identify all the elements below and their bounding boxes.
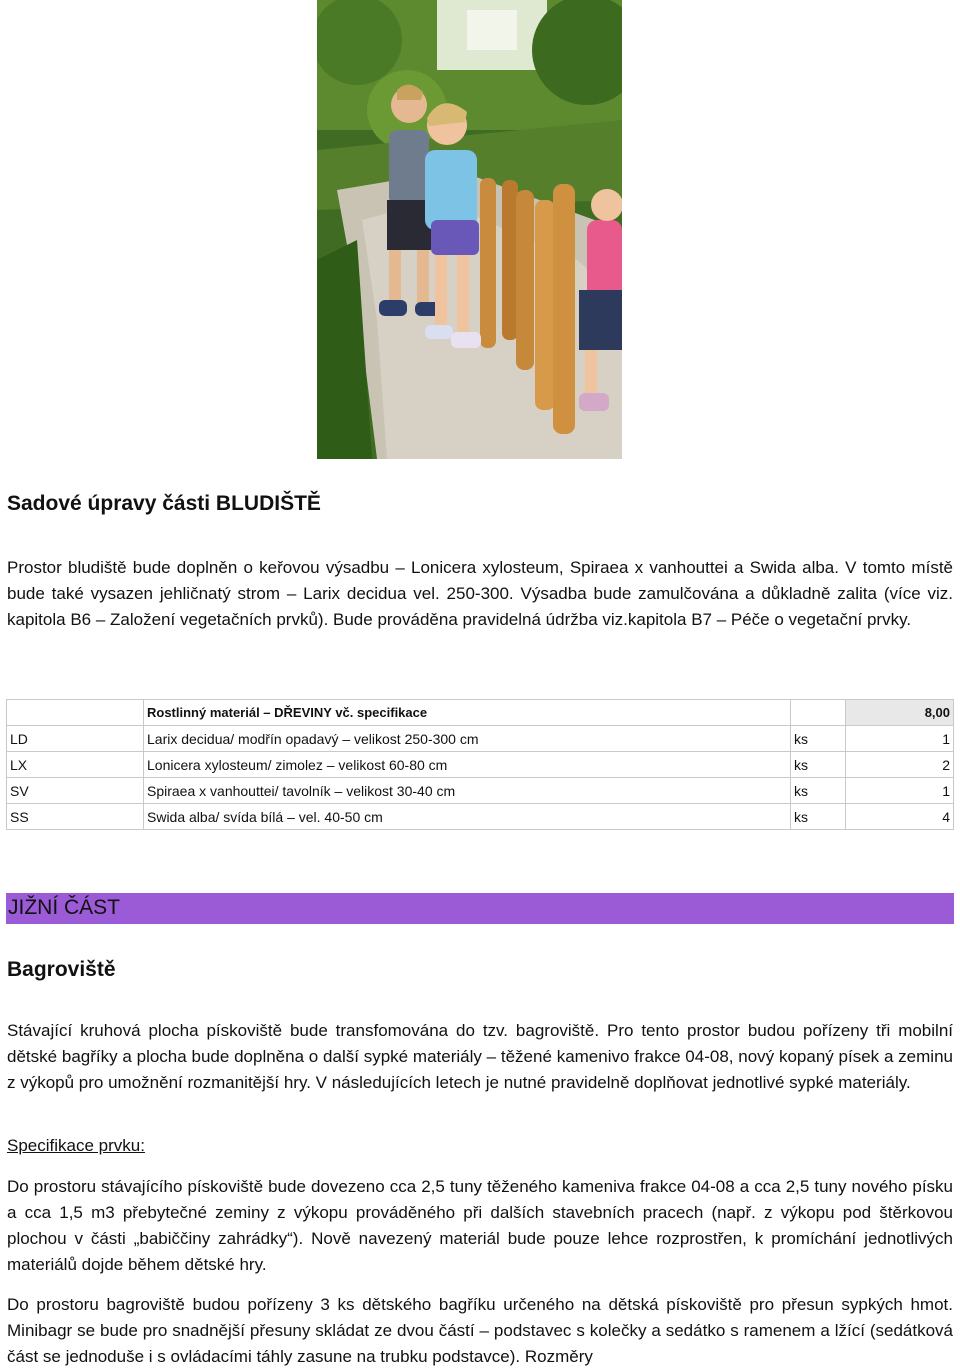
subsection-title-digger: Bagroviště [7,958,116,981]
row-quantity: 2 [846,752,954,778]
element-spec-label: Specifikace prvku: [7,1136,145,1155]
row-description: Spiraea x vanhouttei/ tavolník – velikost 30-40 cm [144,778,791,804]
material-spec-text: Do prostoru stávajícího pískoviště bude dovezeno cca 2,5 tuny těženého kameniva frakce 04-08 a cca 2,5 tuny nového písku a cca 1,5 m3 přebytečné zeminy z výkopu prováděného při dalších stavebních pracech (např. z výkopu pod štěrkovou plochou v části „babiččiny zahrádky“). Nově navezený materiál bude pouze lehce rozprostřen, k promíchání jednotlivých materiálů dojde během dětské hry. [7,1177,953,1274]
row-quantity: 1 [846,726,954,752]
table-header-unit [791,700,846,726]
row-quantity: 1 [846,778,954,804]
table-header-description: Rostlinný materiál – DŘEVINY vč. specifikace [144,700,791,726]
row-code: LD [7,726,144,752]
table-row [7,752,954,778]
row-quantity: 4 [846,804,954,830]
row-description: Larix decidua/ modřín opadavý – velikost 250-300 cm [144,726,791,752]
row-unit: ks [791,726,846,752]
table-row [7,804,954,830]
table-row [7,726,954,752]
digger-description [7,1018,953,1096]
digger-equipment [7,1292,953,1370]
maze-description [7,555,953,633]
row-code: SS [7,804,144,830]
row-description: Lonicera xylosteum/ zimolez – velikost 60-80 cm [144,752,791,778]
row-unit: ks [791,778,846,804]
plant-material-table [6,699,954,830]
table-row [7,778,954,804]
row-unit: ks [791,752,846,778]
maze-photo [317,0,622,459]
table-header-code [7,700,144,726]
row-unit: ks [791,804,846,830]
digger-equipment-text: Do prostoru bagroviště budou pořízeny 3 ks dětského bagříku určeného na dětská pískoviště pro přesun sypkých hmot. Minibagr se bude pro snadnější přesuny skládat ze dvou částí – podstavec s kolečky a sedátko s ramenem a lžící (sedátková část se jednoduše i s ovládacími táhly zasune na trubku podstavce). Rozměry [7,1295,953,1366]
row-code: SV [7,778,144,804]
section-title-maze: Sadové úpravy části BLUDIŠTĚ [7,492,321,515]
material-spec [7,1174,953,1278]
table-header-total: 8,00 [846,700,954,726]
row-code: LX [7,752,144,778]
section-bar-title: JIŽNÍ ČÁST [8,896,121,919]
section-bar-south [6,893,954,924]
maze-photo-image [317,0,622,459]
table-header-row [7,700,954,726]
digger-description-text: Stávající kruhová plocha pískoviště bude transfomována do tzv. bagroviště. Pro tento prostor budou pořízeny tři mobilní dětské bagříky a plocha bude doplněna o další sypké materiály – těžené kamenivo frakce 04-08, nový kopaný písek a zeminu z výkopů pro umožnění rozmanitější hry. V následujících letech je nutné pravidelně doplňovat jednotlivé sypké materiály. [7,1021,953,1092]
maze-description-text: Prostor bludiště bude doplněn o keřovou výsadbu – Lonicera xylosteum, Spiraea x vanhouttei a Swida alba. V tomto místě bude také vysazen jehličnatý strom – Larix decidua vel. 250-300. Výsadba bude zamulčována a důkladně zalita (více viz. kapitola B6 – Založení vegetačních prvků). Bude prováděna pravidelná údržba viz.kapitola B7 – Péče o vegetační prvky. [7,558,953,629]
row-description: Swida alba/ svída bílá – vel. 40-50 cm [144,804,791,830]
